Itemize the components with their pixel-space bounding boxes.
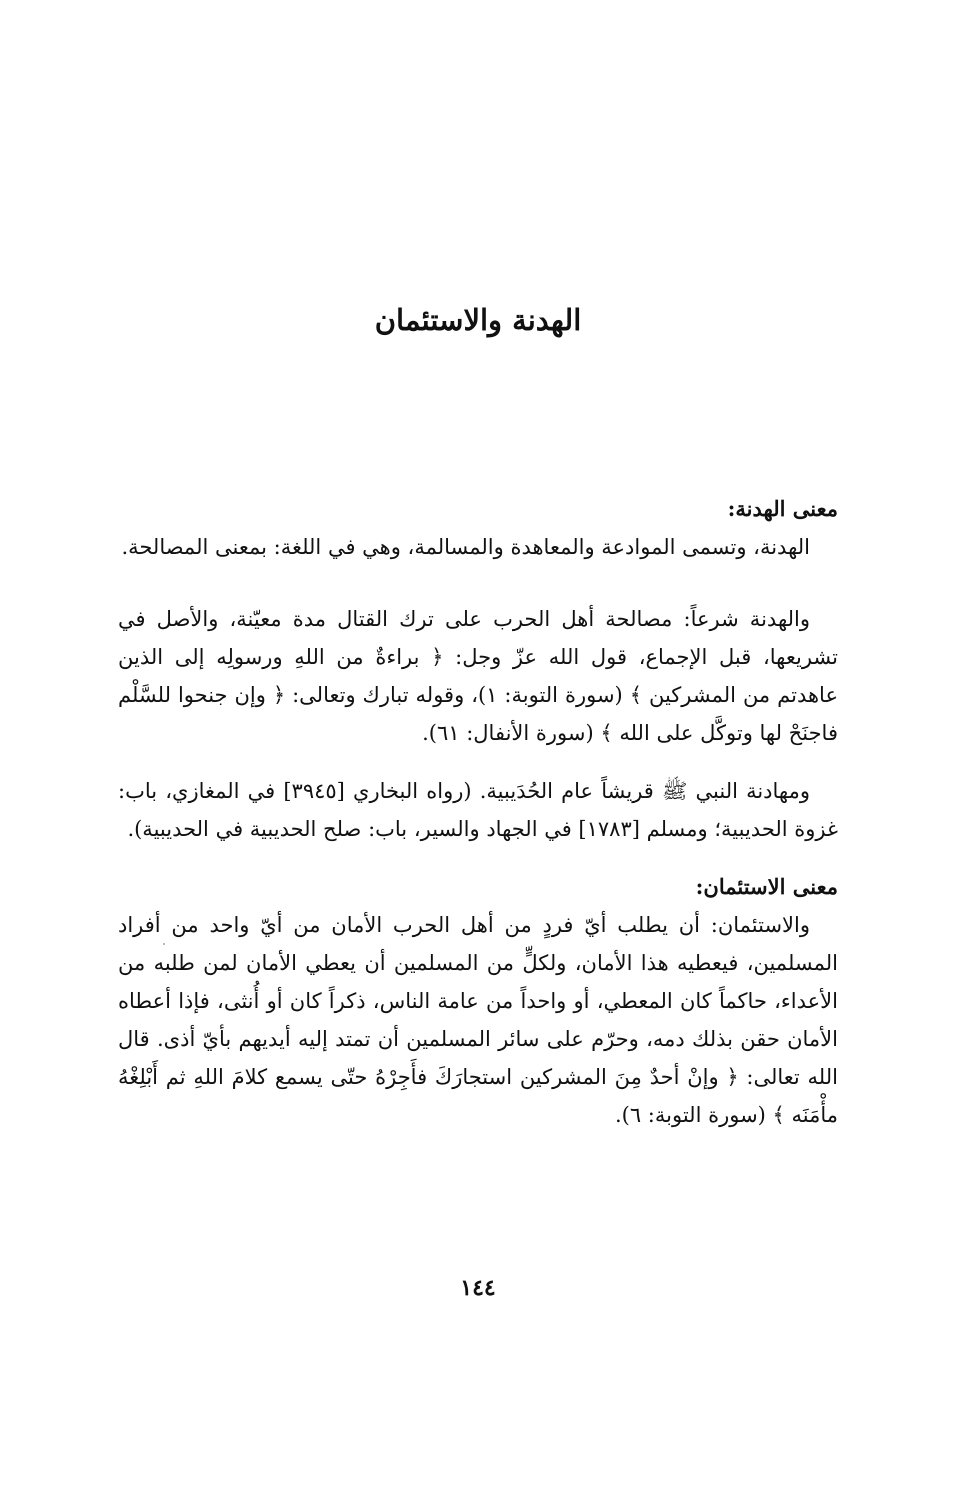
page-title: الهدنة والاستئمان <box>374 303 582 337</box>
paragraph-hudna-lughatan: الهدنة، وتسمى الموادعة والمعاهدة والمسالمة، وهي في اللغة: بمعنى المصالحة. <box>121 535 810 559</box>
paragraph-hudna-sharan: والهدنة شرعاً: مصالحة أهل الحرب على ترك القتال مدة معيّنة، والأصل في تشريعها، قبل الإجماع، قول الله عزّ وجل: ﴿ براءةٌ من اللهِ ورسولِه إلى الذين عاهدتم من المشركين ﴾ (سورة التوبة: ١)، وقوله تبارك وتعالى: ﴿ وإن جنحوا للسَّلْم فاجنَحْ لها وتوكَّل على الله ﴾ (سورة الأنفال: ٦١). <box>118 607 838 745</box>
spacer <box>118 848 838 868</box>
section-heading-istiman: معنى الاستئمان: <box>695 874 838 899</box>
scan-artifact <box>163 943 165 945</box>
paragraph-hudna-hudaybiyya: ومهادنة النبي ﷺ قريشاً عام الحُدَيبية. (رواه البخاري [٣٩٤٥] في المغازي، باب: غزوة الحديبية؛ ومسلم [١٧٨٣] في الجهاد والسير، باب: صلح الحديبية في الحديبية). <box>118 779 838 841</box>
spacer <box>118 752 838 772</box>
paragraph-istiman: والاستئمان: أن يطلب أيّ فردٍ من أهل الحرب الأمان من أيّ واحد من أفراد المسلمين، فيعطيه هذا الأمان، ولكلٍّ من المسلمين أن يعطي الأمان لمن طلبه من الأعداء، حاكماً كان المعطي، أو واحداً من عامة الناس، ذكراً كان أو أُنثى، فإذا أعطاه الأمان حقن بذلك دمه، وحرّم على سائر المسلمين أن تمتد إليه أيديهم بأيّ أذى. قال الله تعالى: ﴿ وإنْ أحدٌ مِنَ المشركين استجارَكَ فأَجِرْهُ حتّى يسمع كلامَ اللهِ ثم أَبْلِغْهُ مأْمَنَه ﴾ (سورة التوبة: ٦). <box>118 913 838 1127</box>
section-heading-hudna: معنى الهدنة: <box>727 496 838 521</box>
page-number: ١٤٤ <box>460 1275 496 1301</box>
page-content <box>118 490 838 1134</box>
spacer <box>118 566 838 600</box>
